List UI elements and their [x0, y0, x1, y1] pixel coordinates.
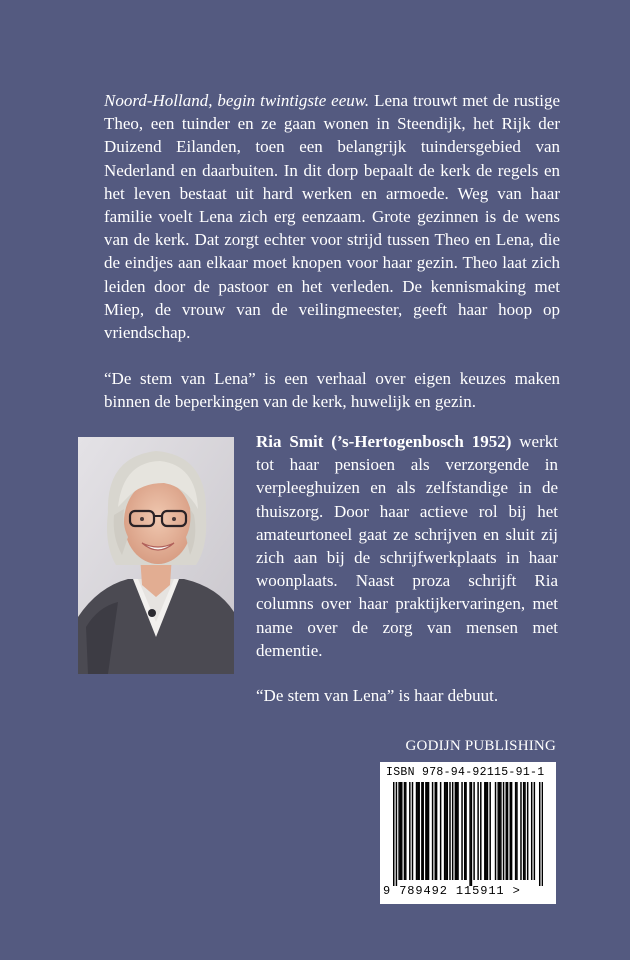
- bio-text: werkt tot haar pensioen als verzorgende in verpleeghuizen en als zelfstandige in de thuiszorg. Door haar actieve rol bij het amateurtoneel gaat ze schrijven en sluit zij zich aan bij de schrijfwerkplaats in haar woonplaats. Naast proza schrijft Ria columns over haar praktijkervaringen, met name over de zorg van mensen met dementie.: [256, 432, 558, 660]
- debut-line: “De stem van Lena” is haar debuut.: [256, 686, 499, 706]
- publisher-name: GODIJN PUBLISHING: [405, 738, 556, 754]
- blurb-text: Lena trouwt met de rustige Theo, een tuinder en ze gaan wonen in Steendijk, het Rijk der Duizend Eilanden, toen een belangrijk tuindersgebied van Nederland en daarbuiten. In dit dorp bepaalt de kerk de regels en het leven bestaat uit hard werken en armoede. Weg van haar familie voelt Lena zich erg eenzaam. Grote gezinnen is de wens van de kerk. Dat zorgt echter voor strijd tussen Theo en Lena, die de eindjes aan elkaar moet knopen voor haar gezin. Theo laat zich leiden door de pastoor en het verleden. De kennismaking met Miep, de vrouw van de veilingmeester, geeft haar hoop op vriendschap.: [104, 91, 561, 343]
- author-photo: [78, 437, 234, 674]
- blurb-paragraph-2: “De stem van Lena” is een verhaal over eigen keuzes maken binnen de beperkingen van de kerk, huwelijk en gezin.: [104, 369, 560, 412]
- ean-digits: 9 789492 115911 >: [383, 884, 521, 898]
- blurb-paragraph-1: [104, 89, 560, 344]
- bio-paragraph: [256, 430, 558, 662]
- author-bio: [256, 430, 558, 707]
- barcode-bars: [393, 782, 543, 886]
- isbn-barcode: [380, 762, 556, 904]
- blurb-intro: Noord-Holland, begin twintigste eeuw.: [104, 91, 370, 110]
- isbn-label: ISBN 978-94-92115-91-1: [386, 766, 545, 779]
- back-cover-blurb: [104, 89, 560, 414]
- author-name: Ria Smit (’s-Hertogenbosch 1952): [256, 432, 512, 451]
